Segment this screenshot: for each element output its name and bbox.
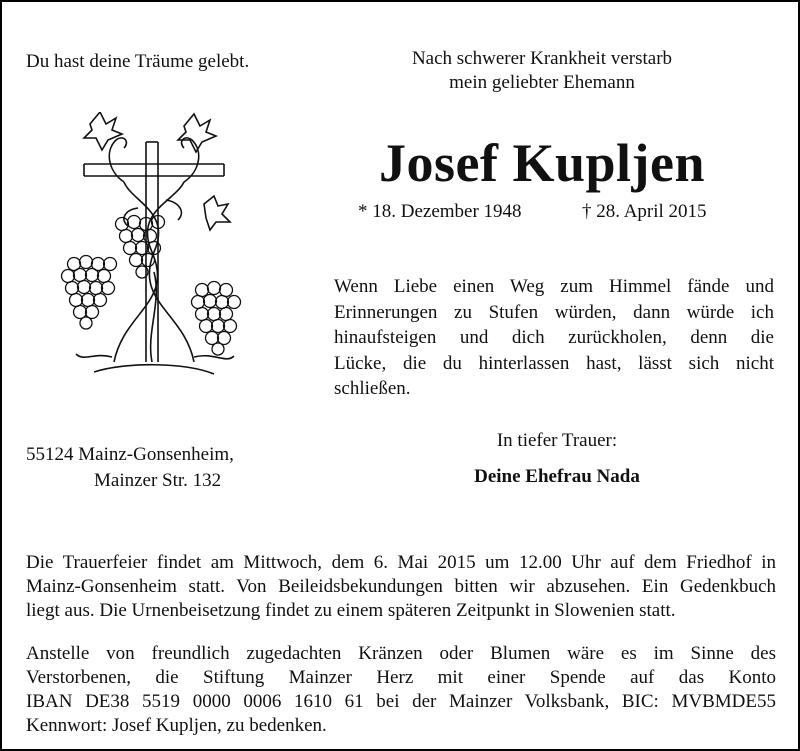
service-line: Mainz-Gonsenheim statt. Von Beileidsbekundungen bitten wir abzusehen. Ein Gedenkbuch — [26, 576, 776, 597]
cross-with-grapevine-icon — [54, 112, 254, 387]
intro-line: mein geliebter Ehemann — [449, 72, 635, 93]
signer-name: Deine Ehefrau Nada — [474, 466, 640, 487]
poem-line: Erinnerungen zu Stufen würden, dann würde ich — [334, 301, 774, 323]
service-line: liegt aus. Die Urnenbeisetzung findet zu einem späteren Zeitpunkt in Slowenien statt. — [26, 600, 676, 621]
intro-line: Nach schwerer Krankheit verstarb — [411, 48, 673, 69]
motto: Du hast deine Träume gelebt. — [26, 51, 250, 72]
donation-line: IBAN DE38 5519 0000 0006 1610 61 bei der Mainzer Volksbank, BIC: MVBMDE55 — [26, 691, 776, 712]
address-line: 55124 Mainz-Gonsenheim, — [26, 444, 234, 465]
service-line: Die Trauerfeier findet am Mittwoch, dem 6. Mai 2015 um 12.00 Uhr auf dem Friedhof in — [26, 552, 776, 573]
address-line: Mainzer Str. 132 — [94, 470, 222, 491]
memorial-poem — [334, 274, 774, 402]
birth-date: * 18. Dezember 1948 — [358, 201, 522, 222]
poem-line: hinaufsteigen und dich zurückholen, denn die — [334, 327, 774, 348]
mourning-label: In tiefer Trauer: — [496, 430, 618, 451]
deceased-name: Josef Kupljen — [378, 133, 706, 193]
donation-line: Anstelle von freundlich zugedachten Kränzen oder Blumen wäre es im Sinne des — [26, 643, 776, 664]
poem-line: Lücke, die du hinterlassen hast, lässt sich nicht — [334, 352, 774, 374]
donation-line: Kennwort: Josef Kupljen, zu bedenken. — [26, 715, 327, 736]
donation-line: Verstorbenen, die Stiftung Mainzer Herz mit einer Spende auf das Konto — [26, 667, 776, 688]
poem-line: Wenn Liebe einen Weg zum Himmel fände und — [334, 276, 774, 297]
intro-text — [342, 47, 742, 95]
donation-paragraph — [26, 642, 776, 738]
poem-line: schließen. — [334, 378, 411, 399]
service-paragraph — [26, 551, 776, 623]
death-date: † 28. April 2015 — [582, 201, 707, 222]
